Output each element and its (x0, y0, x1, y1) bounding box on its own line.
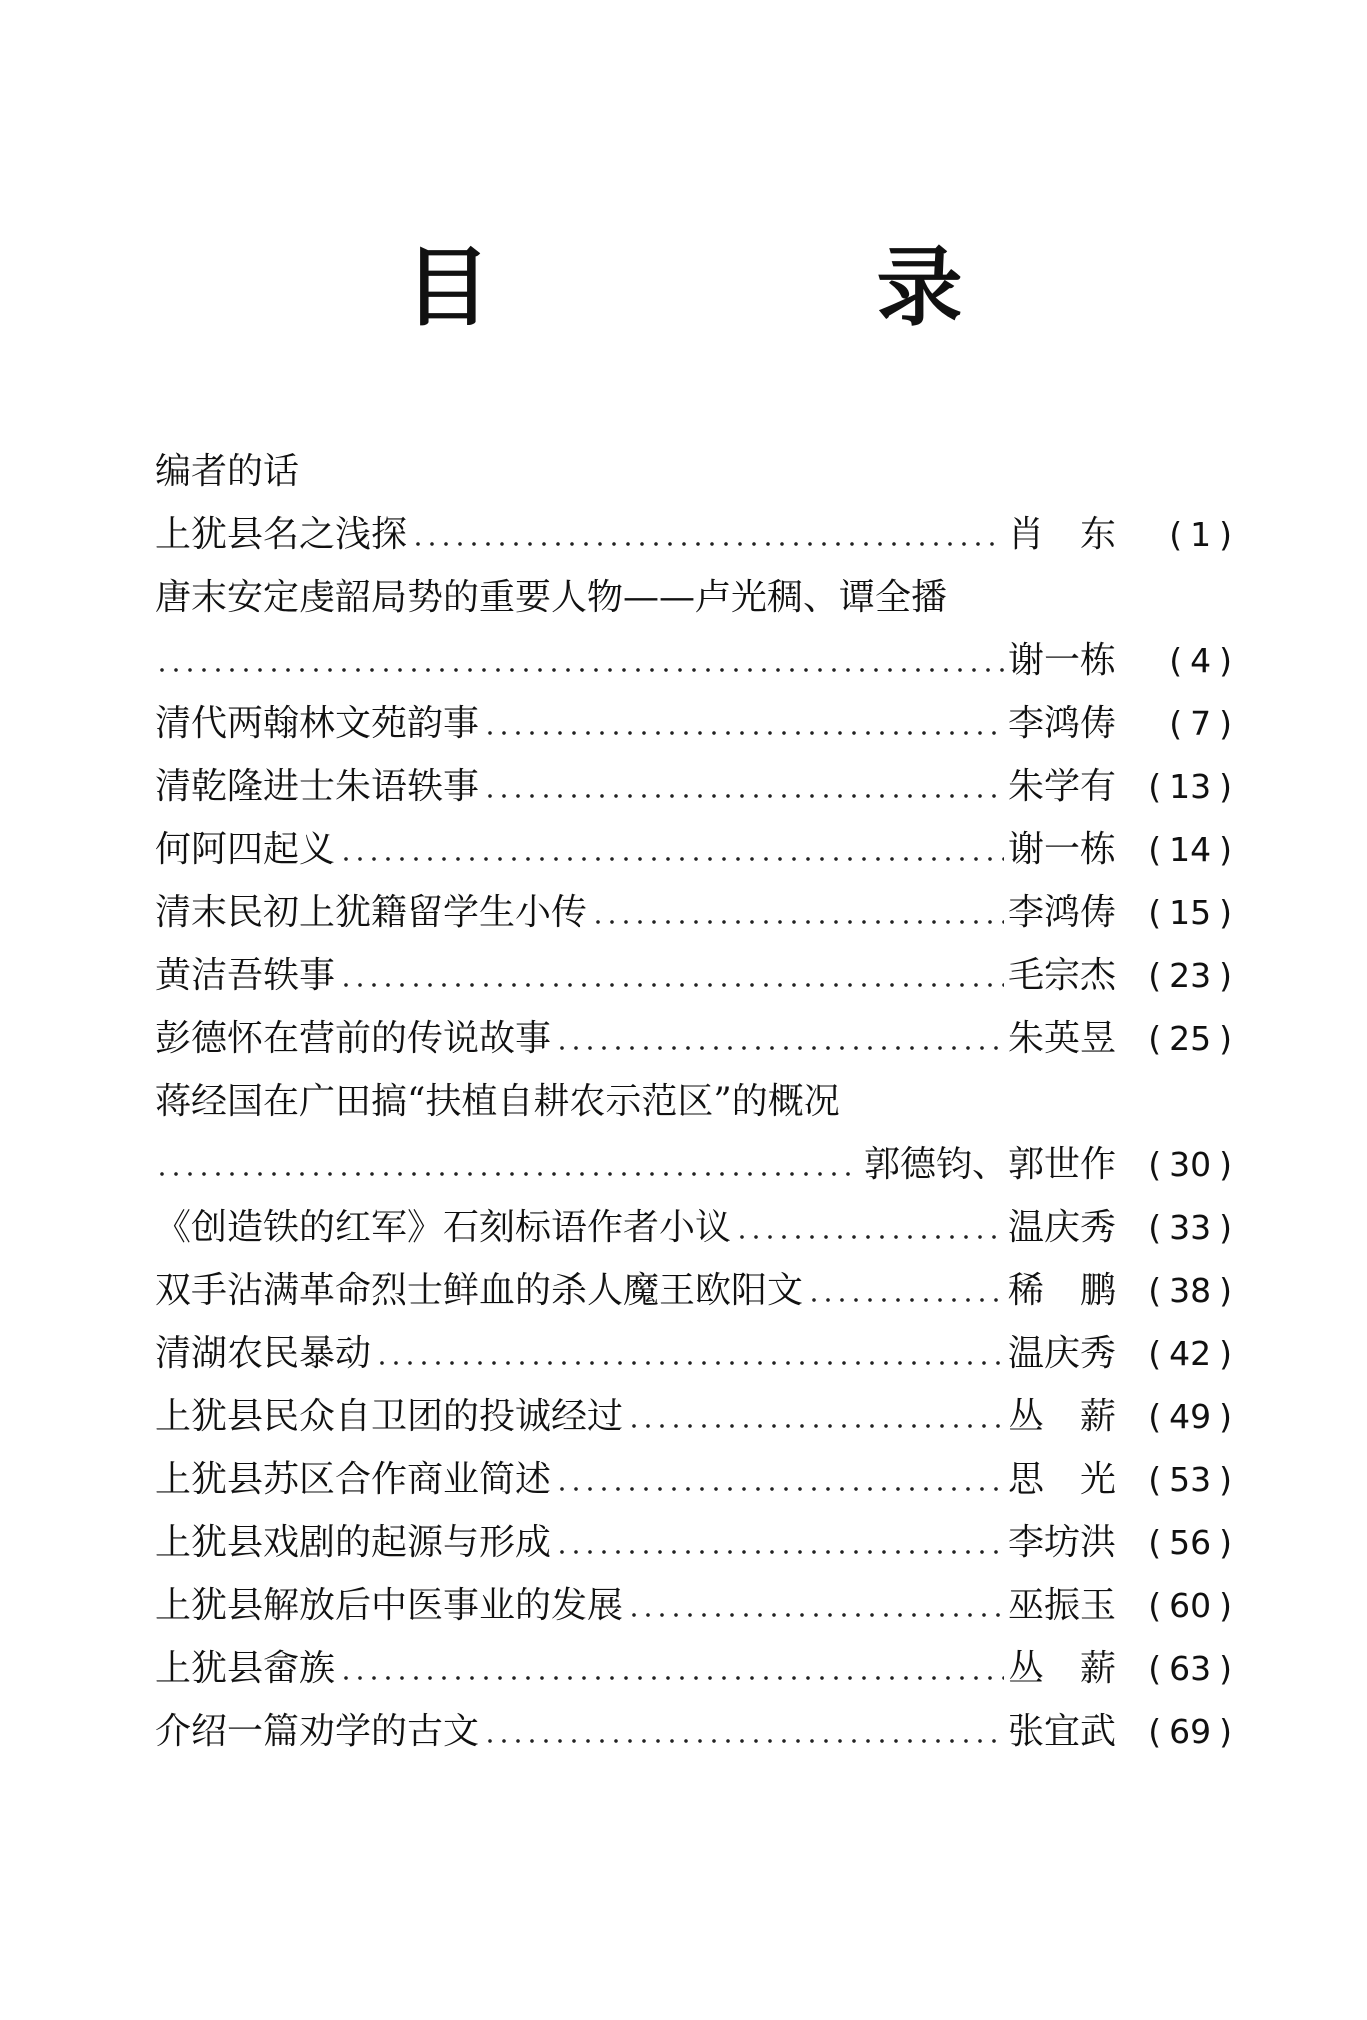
page-number: 15 (1169, 893, 1212, 932)
page-title: 目 录 (404, 238, 1113, 338)
toc-entry-title: 上犹县苏区合作商业简述 (155, 1459, 552, 1500)
toc-entry-page: ( 25 ) (1148, 1019, 1232, 1058)
page-number: 49 (1169, 1397, 1212, 1436)
toc-entry (155, 1385, 1240, 1448)
toc-entry-page: ( 49 ) (1148, 1397, 1232, 1436)
toc-entry-title: 何阿四起义 (155, 829, 336, 870)
dot-leader (339, 1637, 1004, 1700)
toc-entry-author: 稀 鹏 (1007, 1270, 1116, 1311)
toc-entry (155, 1322, 1240, 1385)
toc-entry-author: 谢一栋 (1007, 829, 1116, 870)
dot-leader (339, 818, 1004, 881)
page-number: 63 (1169, 1649, 1212, 1688)
toc-entry (155, 1448, 1240, 1511)
toc-entry-author: 谢一栋 (1007, 640, 1116, 681)
toc-entry (155, 1196, 1240, 1259)
toc-entry-author: 李鸿俦 (1007, 892, 1116, 933)
page-number: 7 (1190, 704, 1212, 743)
toc-entry-author: 丛 薪 (1007, 1648, 1116, 1689)
dot-leader (483, 692, 1004, 755)
page-number: 13 (1169, 767, 1212, 806)
dot-leader (555, 1007, 1004, 1070)
toc-entry-page: ( 7 ) (1169, 704, 1232, 743)
toc-entry-author: 思 光 (1007, 1459, 1116, 1500)
toc-entry-title: 上犹县畲族 (155, 1648, 336, 1689)
toc-entry-title: 黄洁吾轶事 (155, 955, 336, 996)
toc-entry-author: 李坊洪 (1007, 1522, 1116, 1563)
page-number: 30 (1169, 1145, 1212, 1184)
page-number: 23 (1169, 956, 1212, 995)
table-of-contents (155, 440, 1240, 1763)
dot-leader (555, 1448, 1004, 1511)
toc-entry (155, 1007, 1240, 1070)
page-number: 53 (1169, 1460, 1212, 1499)
dot-leader (627, 1385, 1004, 1448)
toc-entry-page: ( 56 ) (1148, 1523, 1232, 1562)
toc-entry (155, 629, 1240, 692)
dot-leader (591, 881, 1004, 944)
toc-entry-title: 介绍一篇劝学的古文 (155, 1711, 480, 1752)
toc-entry-author: 李鸿俦 (1007, 703, 1116, 744)
toc-entry-title: 蒋经国在广田搞“扶植自耕农示范区”的概况 (155, 1081, 840, 1122)
toc-entry-page: ( 13 ) (1148, 767, 1232, 806)
toc-entry-author: 朱英昱 (1007, 1018, 1116, 1059)
toc-entry-author: 张宜武 (1007, 1711, 1116, 1752)
page-number: 56 (1169, 1523, 1212, 1562)
toc-entry (155, 755, 1240, 818)
toc-entry-title: 上犹县民众自卫团的投诚经过 (155, 1396, 624, 1437)
toc-entry-page: ( 1 ) (1169, 515, 1232, 554)
toc-entry-page: ( 30 ) (1148, 1145, 1232, 1184)
toc-entry-title: 彭德怀在营前的传说故事 (155, 1018, 552, 1059)
toc-entry-title: 上犹县解放后中医事业的发展 (155, 1585, 624, 1626)
page-number: 33 (1169, 1208, 1212, 1247)
toc-preface: 编者的话 (155, 451, 300, 492)
dot-leader (339, 944, 1004, 1007)
toc-entry-title: 上犹县戏剧的起源与形成 (155, 1522, 552, 1563)
toc-entry-page: ( 15 ) (1148, 893, 1232, 932)
toc-entry-author: 毛宗杰 (1007, 955, 1116, 996)
toc-entry-page: ( 42 ) (1148, 1334, 1232, 1373)
toc-entry-title: 双手沾满革命烈士鲜血的杀人魔王欧阳文 (155, 1270, 804, 1311)
page-number: 14 (1169, 830, 1212, 869)
toc-entry-page: ( 14 ) (1148, 830, 1232, 869)
page-number: 4 (1190, 641, 1212, 680)
toc-entry-author: 朱学有 (1007, 766, 1116, 807)
dot-leader (555, 1511, 1004, 1574)
page-number: 69 (1169, 1712, 1212, 1751)
toc-entry-page: ( 53 ) (1148, 1460, 1232, 1499)
dot-leader (627, 1574, 1004, 1637)
toc-entry-page: ( 23 ) (1148, 956, 1232, 995)
dot-leader (735, 1196, 1004, 1259)
toc-entry-title: 《创造铁的红军》石刻标语作者小议 (155, 1207, 732, 1248)
toc-entry (155, 1574, 1240, 1637)
toc-entry-author: 巫振玉 (1007, 1585, 1116, 1626)
dot-leader (807, 1259, 1004, 1322)
dot-leader (483, 1700, 1004, 1763)
toc-entry-page: ( 38 ) (1148, 1271, 1232, 1310)
page-number: 42 (1169, 1334, 1212, 1373)
toc-entry-title: 清末民初上犹籍留学生小传 (155, 892, 588, 933)
dot-leader (155, 1133, 860, 1196)
toc-entry-author: 肖 东 (1007, 514, 1116, 555)
toc-entry (155, 1700, 1240, 1763)
toc-entry (155, 503, 1240, 566)
toc-entry (155, 944, 1240, 1007)
toc-entry-title: 唐末安定虔韶局势的重要人物——卢光稠、谭全播 (155, 577, 948, 618)
toc-entry (155, 881, 1240, 944)
toc-entry-author: 温庆秀 (1007, 1333, 1116, 1374)
toc-entry-page: ( 33 ) (1148, 1208, 1232, 1247)
toc-entry (155, 1133, 1240, 1196)
dot-leader (375, 1322, 1004, 1385)
toc-entry-page: ( 69 ) (1148, 1712, 1232, 1751)
dot-leader (411, 503, 1004, 566)
toc-entry-page: ( 4 ) (1169, 641, 1232, 680)
toc-entry-title: 清乾隆进士朱语轶事 (155, 766, 480, 807)
page-number: 60 (1169, 1586, 1212, 1625)
toc-entry-page: ( 60 ) (1148, 1586, 1232, 1625)
page-number: 38 (1169, 1271, 1212, 1310)
toc-entry (155, 1259, 1240, 1322)
page-number: 1 (1190, 515, 1212, 554)
toc-entry-title: 清湖农民暴动 (155, 1333, 372, 1374)
toc-entry-title: 上犹县名之浅探 (155, 514, 408, 555)
toc-entry (155, 818, 1240, 881)
toc-entry-author: 丛 薪 (1007, 1396, 1116, 1437)
dot-leader (483, 755, 1004, 818)
toc-entry-title: 清代两翰林文苑韵事 (155, 703, 480, 744)
dot-leader (155, 629, 1004, 692)
toc-entry (155, 692, 1240, 755)
toc-entry-author: 郭德钧、郭世作 (863, 1144, 1116, 1185)
toc-entry-author: 温庆秀 (1007, 1207, 1116, 1248)
toc-entry (155, 1511, 1240, 1574)
page-number: 25 (1169, 1019, 1212, 1058)
toc-entry (155, 1637, 1240, 1700)
toc-entry-page: ( 63 ) (1148, 1649, 1232, 1688)
